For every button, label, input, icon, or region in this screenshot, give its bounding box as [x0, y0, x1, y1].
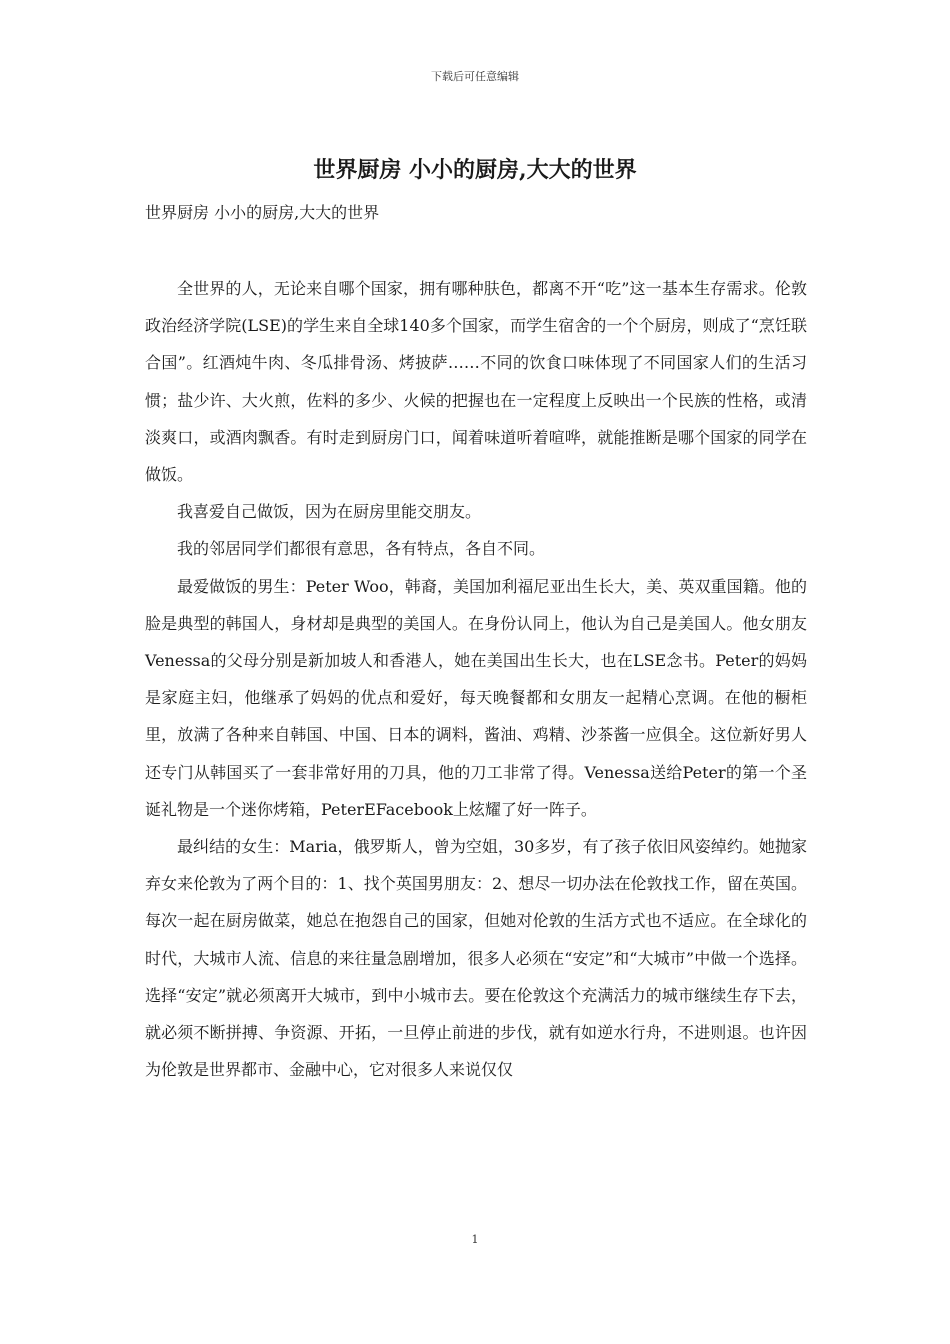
paragraph-peter: 最爱做饭的男生：Peter Woo，韩裔，美国加利福尼亚出生长大，美、英双重国籍。他的脸是典型的韩国人，身材却是典型的美国人。在身份认同上，他认为自己是美国人。他女朋友Venessa的父母分别是新加坡人和香港人，她在美国出生长大，也在LSE念书。Peter的妈妈是家庭主妇，他继承了妈妈的优点和爱好，每天晚餐都和女朋友一起精心烹调。在他的橱柜里，放满了各种来自韩国、中国、日本的调料，酱油、鸡精、沙茶酱一应俱全。这位新好男人还专门从韩国买了一套非常好用的刀具，他的刀工非常了得。Venessa送给Peter的第一个圣诞礼物是一个迷你烤箱，PeterEFacebook上炫耀了好一阵子。	[145, 576, 807, 819]
page-header-note: 下载后可任意编辑	[431, 70, 519, 83]
page-number: 1	[471, 1233, 479, 1246]
document-title: 世界厨房 小小的厨房,大大的世界	[313, 157, 637, 183]
document-body	[145, 270, 807, 1088]
document-subtitle: 世界厨房 小小的厨房,大大的世界	[145, 203, 380, 222]
paragraph-neighbors: 我的邻居同学们都很有意思，各有特点，各自不同。	[177, 539, 546, 559]
paragraph-maria: 最纠结的女生：Maria，俄罗斯人，曾为空姐，30多岁，有了孩子依旧风姿绰约。她抛家弃女来伦敦为了两个目的：1、找个英国男朋友：2、想尽一切办法在伦敦找工作，留在英国。每次一起在厨房做菜，她总在抱怨自己的国家，但她对伦敦的生活方式也不适应。在全球化的时代，大城市人流、信息的来往量急剧增加，很多人必须在“安定”和“大城市”中做一个选择。选择“安定”就必须离开大城市，到中小城市去。要在伦敦这个充满活力的城市继续生存下去，就必须不断拼搏、争资源、开拓，一旦停止前进的步伐，就有如逆水行舟，不进则退。也许因为伦敦是世界都市、金融中心，它对很多人来说仅仅	[145, 837, 807, 1080]
paragraph-intro: 全世界的人，无论来自哪个国家，拥有哪种肤色，都离不开“吃”这一基本生存需求。伦敦政治经济学院(LSE)的学生来自全球140多个国家，而学生宿舍的一个个厨房，则成了“烹饪联合国”。红酒炖牛肉、冬瓜排骨汤、烤披萨……不同的饮食口味体现了不同国家人们的生活习惯；盐少许、大火煎，佐料的多少、火候的把握也在一定程度上反映出一个民族的性格，或清淡爽口，或酒肉飘香。有时走到厨房门口，闻着味道听着喧哗，就能推断是哪个国家的同学在做饭。	[145, 279, 807, 485]
paragraph-cooking-friends: 我喜爱自己做饭，因为在厨房里能交朋友。	[177, 502, 482, 522]
